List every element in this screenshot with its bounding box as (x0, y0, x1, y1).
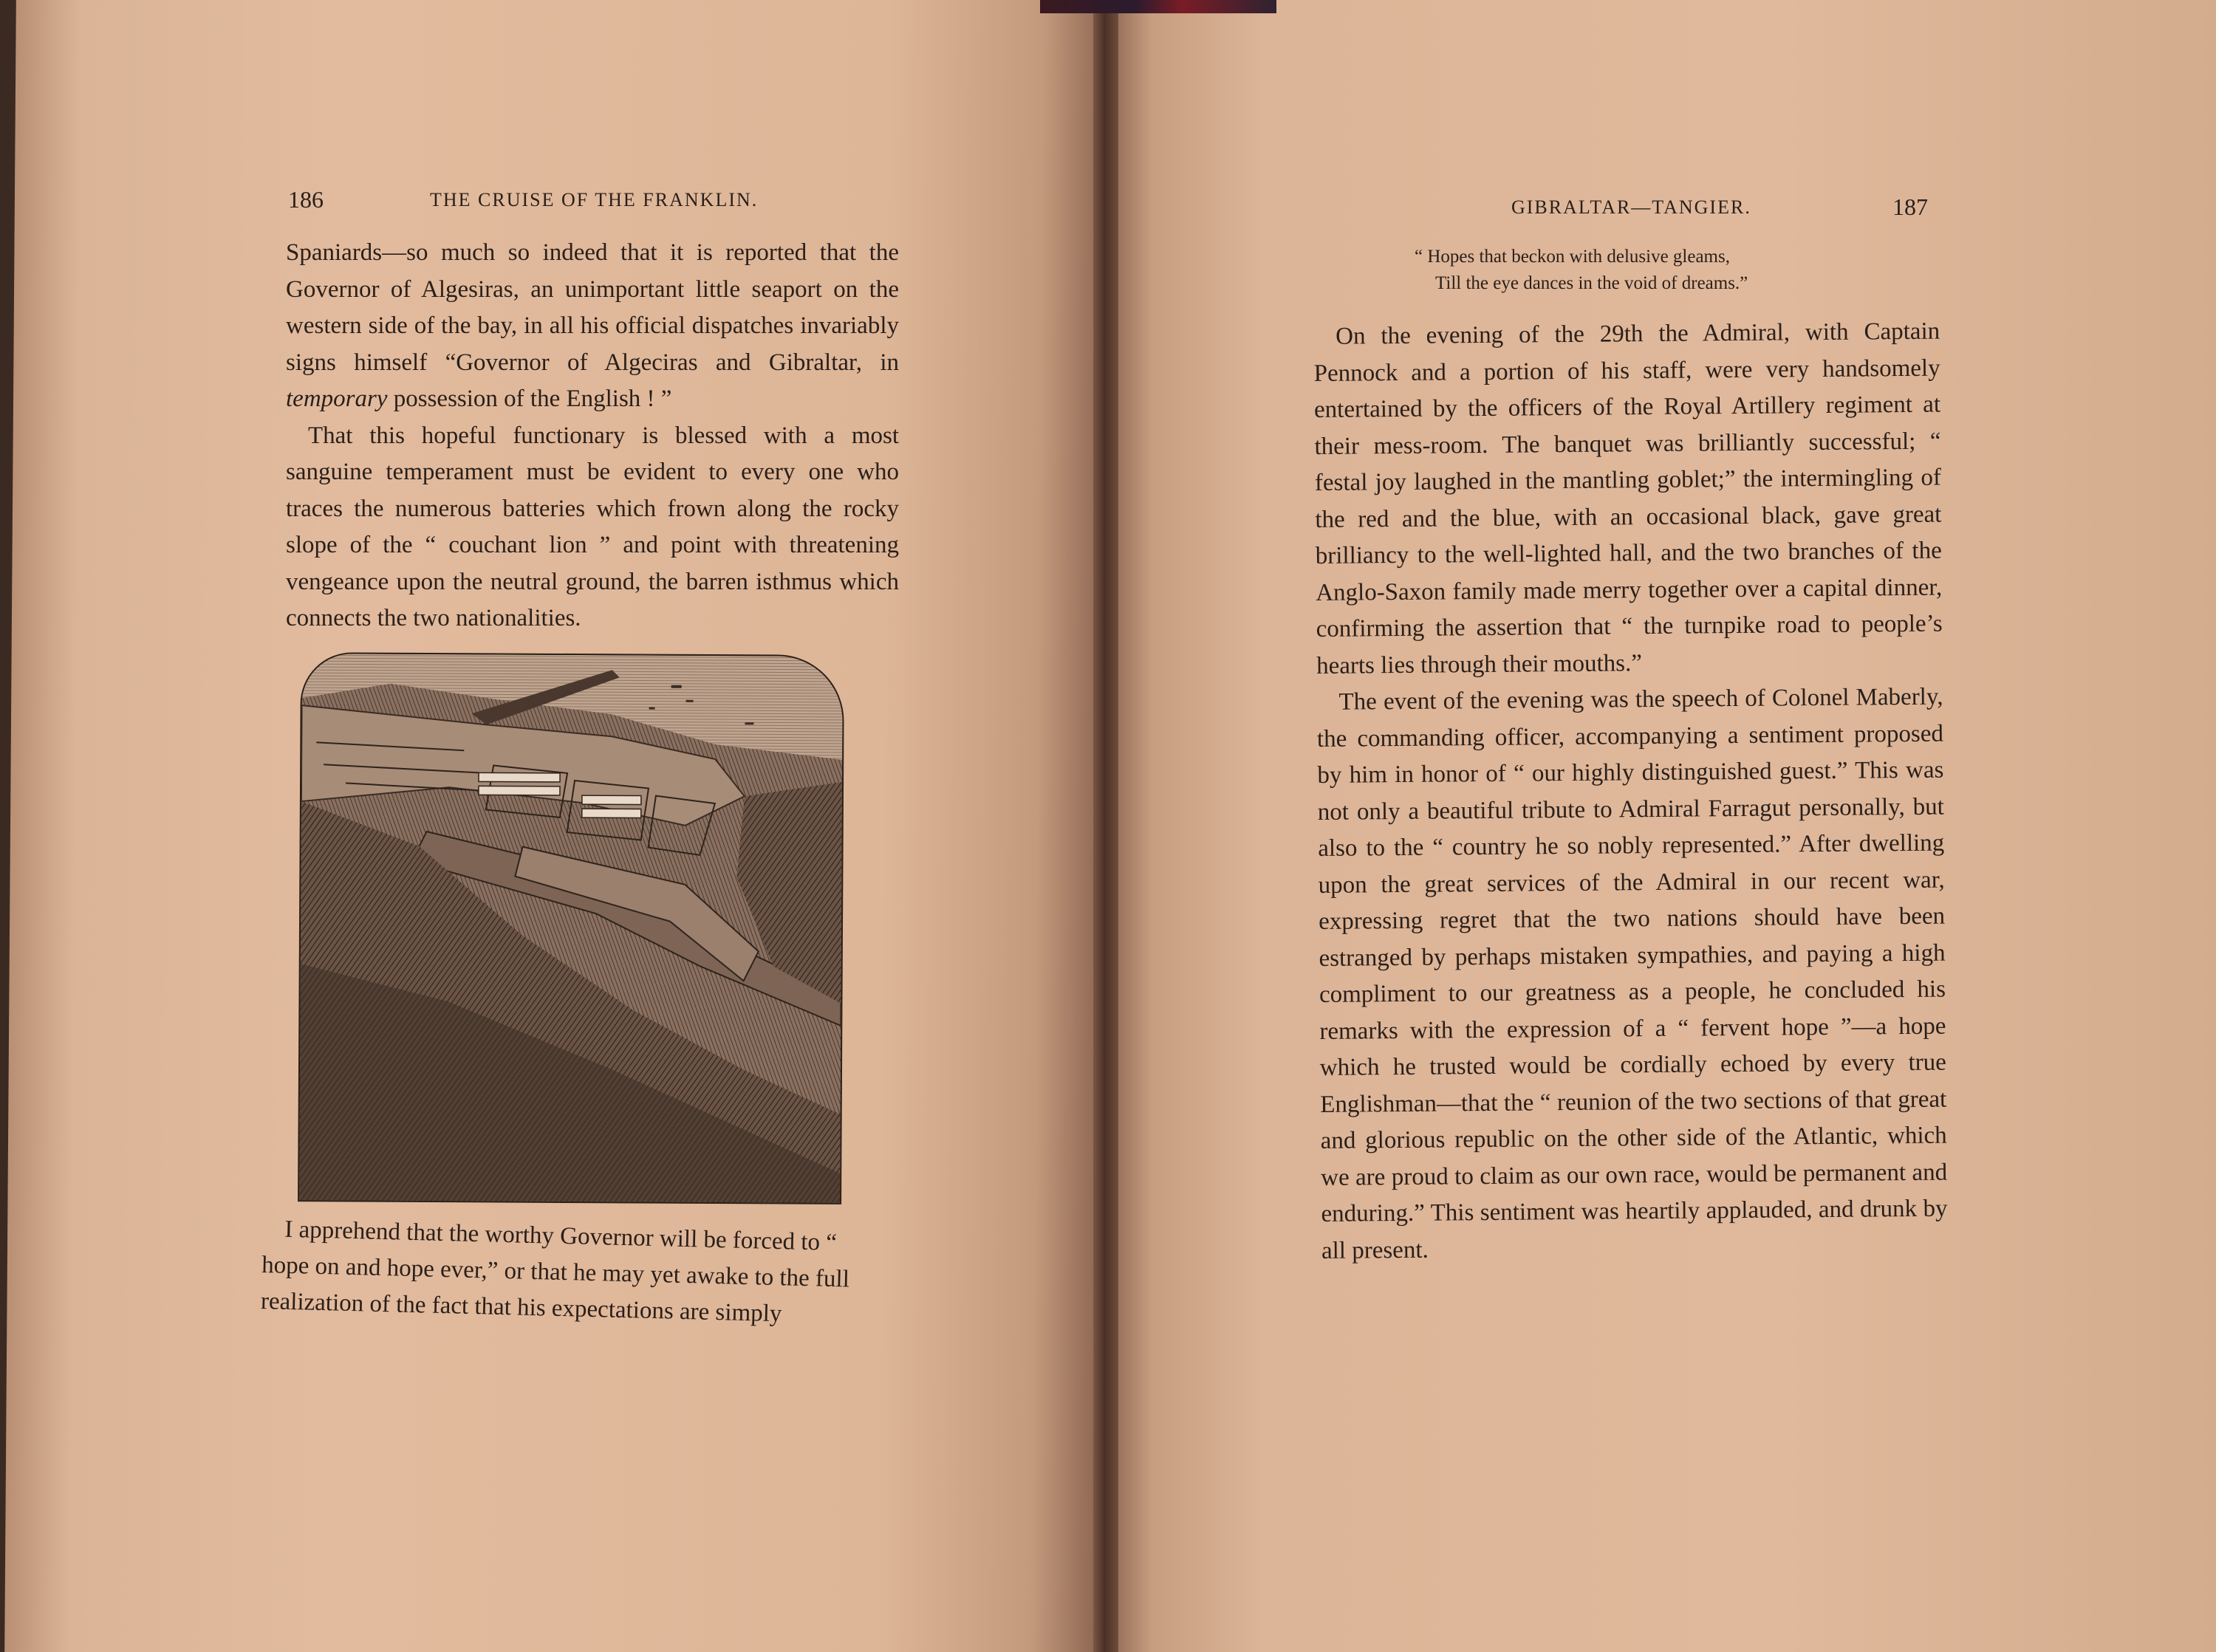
gibraltar-engraving-illustration (298, 652, 844, 1204)
epigraph-line-1: “ Hopes that beckon with delusive gleams, (1415, 247, 1730, 267)
right-epigraph (1415, 244, 1932, 297)
left-paragraph-2: That this hopeful functionary is blessed with a most sanguine temperament must be evident to every one who traces the numerous batteries which frown along the rocky slope of the “ couchant lion ” and point with threatening vengeance upon the neutral ground, the barren isthmus which connects the two nationalities. (286, 422, 899, 631)
left-text-top (286, 235, 899, 637)
left-text-bottom (260, 1211, 875, 1334)
left-page-number: 186 (288, 186, 324, 213)
left-paragraph-1-post: possession of the English ! ” (387, 385, 672, 412)
engraving-art (299, 654, 843, 1203)
book-gutter (1093, 0, 1118, 1652)
right-page-number: 187 (1892, 193, 1928, 220)
left-paragraph-1 (286, 235, 899, 418)
left-paragraph-3: I apprehend that the worthy Governor will be forced to “ hope on and hope ever,” or that he may yet awake to the full realization of the fact that his expectations are simply (260, 1216, 850, 1328)
left-paragraph-1-pre: Spaniards—so much so indeed that it is reported that the Governor of Algesiras, an unimportant little seaport on the western side of the bay, in all his official dispatches invariably signs himself “Governor of Algeciras and Gibraltar, in (286, 239, 899, 376)
book-spine-edge (1040, 0, 1276, 13)
right-text (1313, 314, 1948, 1269)
left-running-head: THE CRUISE OF THE FRANKLIN. (430, 189, 759, 210)
right-paragraph-2: The event of the evening was the speech of Colonel Maberly, the commanding officer, accompanying a sentiment proposed by him in honor of “ our highly distinguished guest.” This was not only a beautiful tribute to Admiral Farragut personally, but also to the “ country he so nobly represented.” After dwelling upon the great services of the Admiral in our recent war, expressing regret that the two nations should have been estranged by perhaps mistaken sympathies, and paying a high compliment to our greatness as a people, he concluded his remarks with the expression of a “ fervent hope ”—a hope which he trusted would be cordially echoed by every true Englishman—that the “ reunion of the two sections of that great and glorious republic on the other side of the Atlantic, which we are proud to claim as our own race, would be permanent and enduring.” This sentiment was heartily applauded, and drunk by all present. (1316, 683, 1948, 1264)
right-paragraph-1: On the evening of the 29th the Admiral, with Captain Pennock and a portion of his staff, were very handsomely entertained by the officers of the Royal Artillery regiment at their mess-room. The banquet was brilliantly successful; “ festal joy laughed in the mantling goblet;” the intermingling of the red and the blue, with an occasional black, gave great brilliancy to the well-lighted hall, and the two branches of the Anglo-Saxon family made merry together over a capital dinner, confirming the assertion that “ the turnpike road to people’s hearts lies through their mouths.” (1313, 318, 1943, 679)
right-running-head: GIBRALTAR—TANGIER. (1511, 196, 1751, 218)
epigraph-line-2: Till the eye dances in the void of dreams.” (1435, 273, 1748, 293)
left-paragraph-1-italic: temporary (286, 385, 388, 412)
